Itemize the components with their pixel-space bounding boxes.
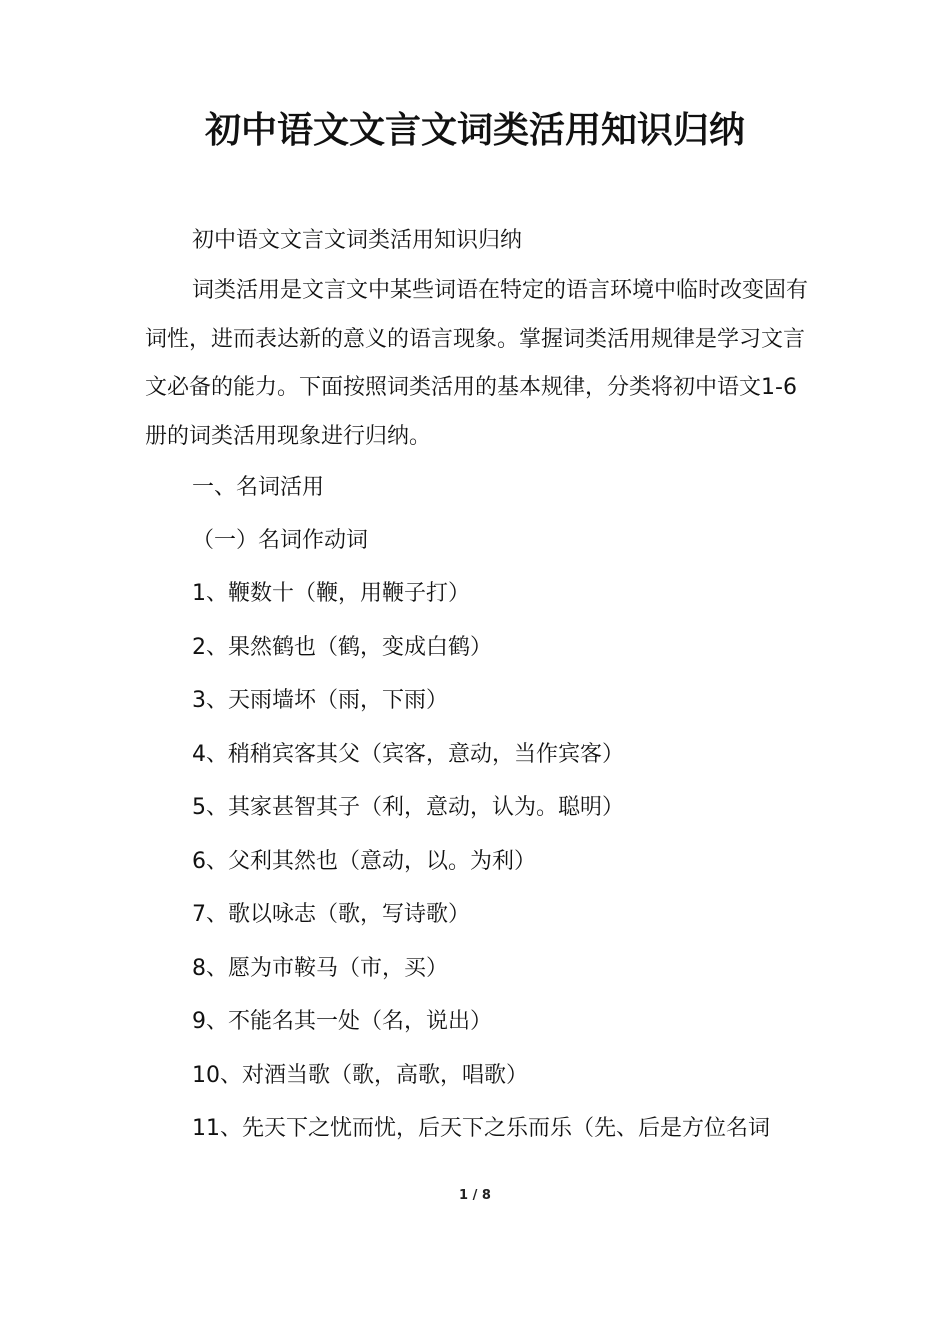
- list-item: 3、天雨墙坏（雨，下雨）: [192, 688, 448, 713]
- intro-paragraph: 词类活用是文言文中某些词语在特定的语言环境中临时改变固有词性，进而表达新的意义的语言现象。掌握词类活用规律是学习文言文必备的能力。下面按照词类活用的基本规律，分类将初中语文1-6册的词类活用现象进行归纳。: [145, 278, 809, 449]
- list-item: 6、父利其然也（意动，以。为利）: [192, 848, 536, 874]
- section-heading: 一、名词活用: [192, 475, 325, 500]
- document-subtitle: 初中语文文言文词类活用知识归纳: [192, 228, 523, 253]
- page-title: 初中语文文言文词类活用知识归纳: [204, 110, 745, 151]
- list-item: 5、其家甚智其子（利，意动，认为。聪明）: [192, 795, 624, 820]
- subsection-heading: （一）名词作动词: [192, 528, 369, 553]
- list-item: 9、不能名其一处（名，说出）: [192, 1009, 492, 1034]
- list-item: 10、对酒当歌（歌，高歌，唱歌）: [192, 1062, 528, 1088]
- list-item: 4、稍稍宾客其父（宾客，意动，当作宾客）: [192, 741, 624, 767]
- list-item: 2、果然鹤也（鹤，变成白鹤）: [192, 634, 492, 660]
- example-list: [145, 567, 815, 1156]
- list-item: 7、歌以咏志（歌，写诗歌）: [192, 902, 470, 927]
- list-item: 1、鞭数十（鞭，用鞭子打）: [192, 581, 470, 606]
- page-indicator: 1 / 8: [459, 1188, 491, 1203]
- list-item: 8、愿为市鞍马（市，买）: [192, 955, 448, 981]
- document-body: [145, 214, 815, 1156]
- list-item: 11、先天下之忧而忧，后天下之乐而乐（先、后是方位名词: [192, 1116, 770, 1141]
